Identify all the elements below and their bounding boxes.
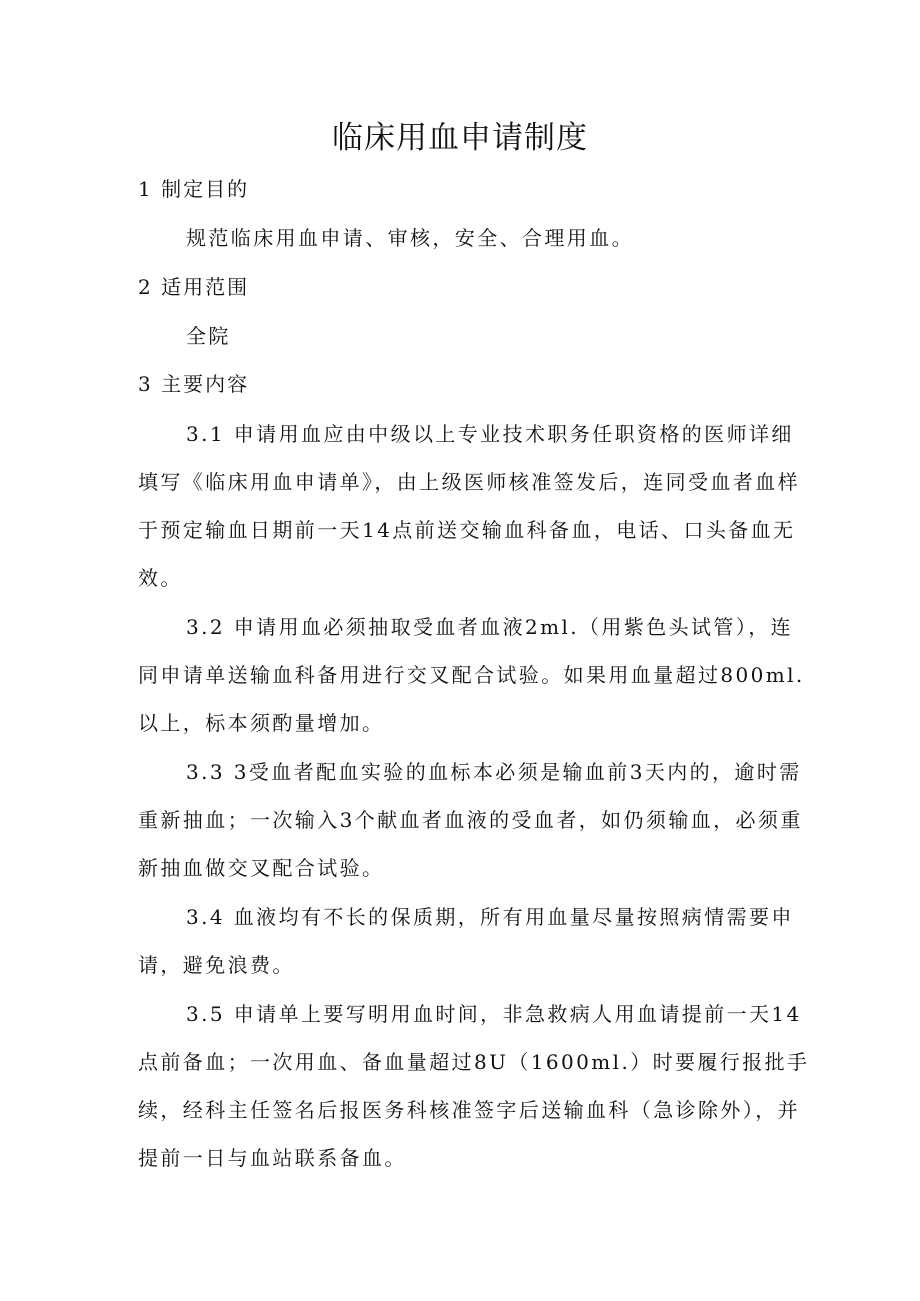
section-heading-purpose: 1 制定目的 bbox=[138, 177, 250, 201]
content-item-3-5: 3.5 申请单上要写明用血时间，非急救病人用血请提前一天14点前备血；一次用血、备血量超过8U（1600ml.）时要履行报批手续，经科主任签名后报医务科核准签字后送输血科（急诊除外），并提前一日与血站联系备血。 bbox=[138, 1002, 810, 1170]
section-heading-content: 3 主要内容 bbox=[138, 372, 250, 396]
section-body-purpose: 规范临床用血申请、审核，安全、合理用血。 bbox=[186, 226, 634, 250]
document-title: 临床用血申请制度 bbox=[332, 120, 588, 156]
content-item-3-3: 3.3 3受血者配血实验的血标本必须是输血前3天内的，逾时需重新抽血；一次输入3个献血者血液的受血者，如仍须输血，必须重新抽血做交叉配合试验。 bbox=[138, 760, 803, 880]
content-item-3-4: 3.4 血液均有不长的保质期，所有用血量尽量按照病情需要申请，避免浪费。 bbox=[138, 905, 794, 977]
section-body-scope: 全院 bbox=[186, 324, 231, 348]
content-item-3-1: 3.1 申请用血应由中级以上专业技术职务任职资格的医师详细填写《临床用血申请单》，由上级医师核准签发后，连同受血者血样于预定输血日期前一天14点前送交输血科备血，电话、口头备血无效。 bbox=[138, 422, 800, 590]
section-heading-scope: 2 适用范围 bbox=[138, 275, 250, 299]
content-item-3-2: 3.2 申请用血必须抽取受血者血液2ml.（用紫色头试管），连同申请单送输血科备用进行交叉配合试验。如果用血量超过800ml.以上，标本须酌量增加。 bbox=[138, 615, 805, 735]
